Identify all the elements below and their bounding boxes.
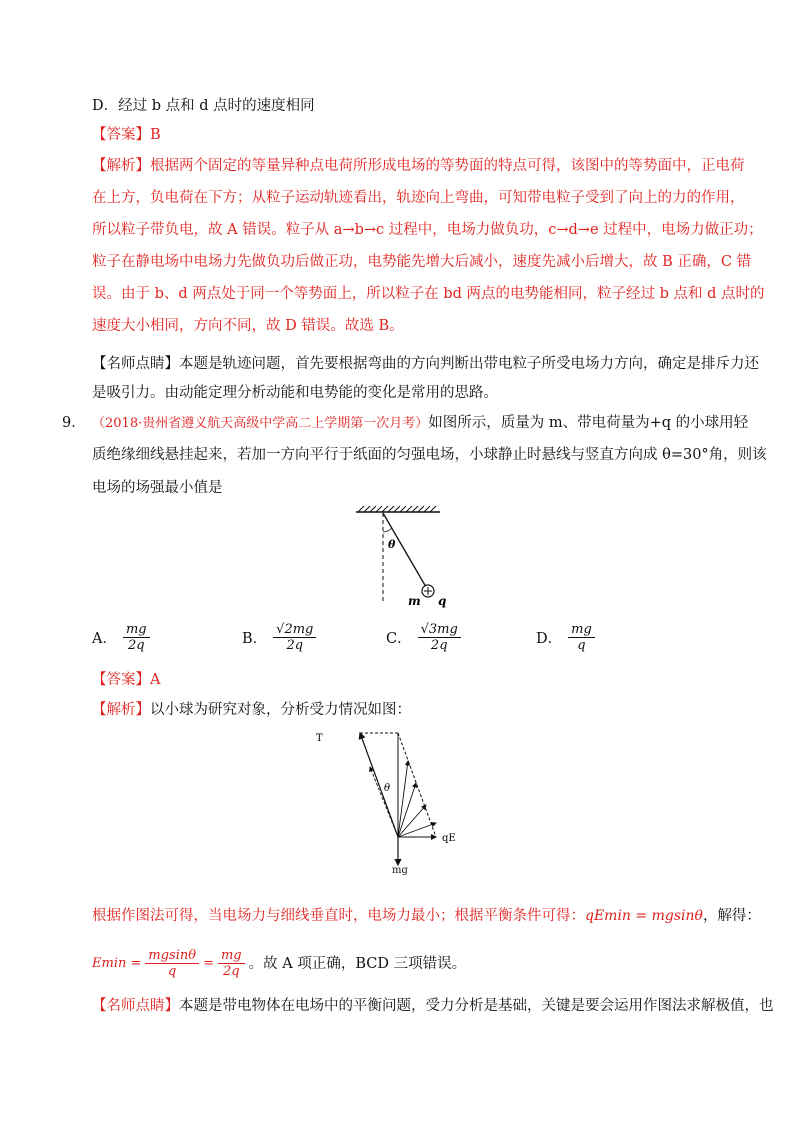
option-d	[536, 622, 595, 653]
option-numerator: √2mg	[273, 622, 316, 638]
analysis-line: 粒子在静电场中电场力先做负功后做正功，电势能先增大后减小，速度先减小后增大，故 B 正确，C 错	[92, 254, 752, 270]
analysis-intro-text: 以小球为研究对象，分析受力情况如图：	[150, 702, 411, 718]
comment-line: 是吸引力。由动能定理分析动能和电势能的变化是常用的思路。	[92, 385, 498, 401]
question-stem-line1	[92, 413, 748, 434]
answer-label: 【答案】A	[92, 672, 161, 688]
option-b	[242, 622, 316, 653]
pendulum-figure	[348, 502, 458, 612]
question-stem-text: 如图所示，质量为 m、带电荷量为+q 的小球用轻	[428, 415, 749, 431]
solution-line2: Emin = $\frac{mgsin\theta}{q}$ = $\frac{mg}{2q}$ 。故 A 项正确，BCD 三项错误。	[92, 948, 467, 979]
solution-conclusion: 。故 A 项正确，BCD 三项错误。	[248, 955, 467, 972]
solution-text-end: ，解得：	[702, 908, 761, 924]
fraction-numerator: mg	[218, 948, 245, 964]
question-number: 9．	[62, 415, 86, 431]
gravity-label: mg	[392, 865, 408, 876]
option-a	[92, 622, 150, 653]
force-diagram	[310, 725, 470, 885]
option-c	[386, 622, 461, 653]
option-denominator: 2q	[286, 638, 304, 653]
theta-label: θ	[384, 783, 391, 794]
question-stem-line3: 电场的场强最小值是	[92, 480, 223, 496]
question-source: （2018·贵州省遵义航天高级中学高二上学期第一次月考）	[92, 416, 429, 431]
analysis-line: 【解析】根据两个固定的等量异种点电荷所形成电场的等势面的特点可得，该图中的等势面中，正电荷	[92, 158, 745, 174]
option-numerator: √3mg	[418, 622, 461, 638]
analysis-line: 所以粒子带负电，故 A 错误。粒子从 a→b→c 过程中，电场力做负功，c→d→e 过程中，电场力做正功；	[92, 222, 763, 238]
comment-line: 【名师点睛】本题是轨迹问题，首先要根据弯曲的方向判断出带电粒子所受电场力方向，确定是排斥力还	[92, 356, 759, 372]
charge-label: q	[438, 594, 447, 608]
fraction-denominator: q	[168, 964, 177, 979]
tension-label: T	[316, 733, 323, 744]
option-numerator: mg	[568, 622, 595, 638]
option-denominator: 2q	[430, 638, 448, 653]
mass-label: m	[408, 594, 421, 608]
final-comment-text: 本题是带电物体在电场中的平衡问题，受力分析是基础，关键是要会运用作图法求解极值，也	[179, 998, 774, 1014]
analysis-line: 误。由于 b、d 两点处于同一个等势面上，所以粒子在 bd 两点的电势能相同，粒子经过 b 点和 d 点时的	[92, 286, 765, 302]
option-label: A．	[92, 631, 117, 647]
solution-equation: qEmin = mgsinθ	[585, 908, 703, 924]
question-stem-line2: 质绝缘细线悬挂起来，若加一方向平行于纸面的匀强电场，小球静止时悬线与竖直方向成 θ=30°角，则该	[92, 447, 767, 463]
solution-text: 根据作图法可得，当电场力与细线垂直时，电场力最小；根据平衡条件可得：	[92, 908, 585, 924]
theta-label: θ	[388, 538, 396, 551]
analysis-intro: 【解析】以小球为研究对象，分析受力情况如图：	[92, 702, 411, 718]
option-d-text: D．经过 b 点和 d 点时的速度相同	[92, 98, 315, 114]
option-denominator: 2q	[128, 638, 145, 653]
option-denominator: q	[577, 638, 586, 653]
electric-force-label: qE	[442, 833, 456, 844]
fraction-denominator: 2q	[223, 964, 240, 979]
emin-symbol: Emin =	[92, 955, 142, 971]
option-label: D．	[536, 631, 563, 647]
option-label: C．	[386, 631, 412, 647]
answer-label: 【答案】B	[92, 127, 161, 143]
final-comment: 【名师点睛】本题是带电物体在电场中的平衡问题，受力分析是基础，关键是要会运用作图法求解极值，也	[92, 998, 774, 1014]
option-label: B．	[242, 631, 268, 647]
fraction-numerator: mgsinθ	[145, 948, 199, 964]
option-numerator: mg	[123, 622, 150, 638]
analysis-line: 速度大小相同，方向不同，故 D 错误。故选 B。	[92, 318, 404, 334]
analysis-line: 在上方，负电荷在下方；从粒子运动轨迹看出，轨迹向上弯曲，可知带电粒子受到了向上的力的作用，	[92, 190, 745, 206]
solution-line1	[92, 906, 761, 926]
